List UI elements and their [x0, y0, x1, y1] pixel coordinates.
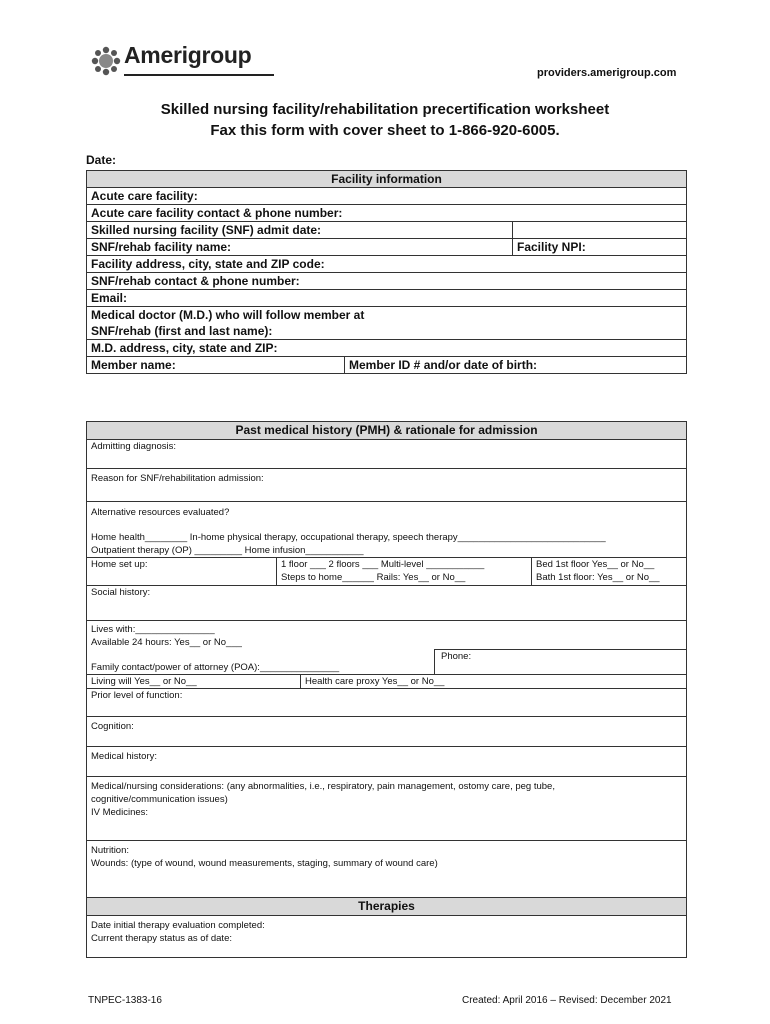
prior-level-field[interactable]: Prior level of function:: [87, 688, 687, 716]
bath-first-floor-line: Bath 1st floor: Yes__ or No__: [536, 572, 660, 583]
bed-first-floor-line: Bed 1st floor Yes__ or No__: [536, 559, 655, 570]
phone-field[interactable]: Phone:: [435, 650, 687, 675]
living-will-field[interactable]: Living will Yes__ or No__: [87, 674, 301, 688]
outpatient-line: Outpatient therapy (OP) _________ Home infusion___________: [91, 545, 364, 556]
initial-evaluation-line: Date initial therapy evaluation completed:: [91, 919, 265, 931]
snf-contact-field[interactable]: SNF/rehab contact & phone number:: [87, 273, 687, 290]
medical-doctor-name-field[interactable]: SNF/rehab (first and last name):: [87, 323, 687, 340]
admitting-diagnosis-field[interactable]: Admitting diagnosis:: [87, 440, 687, 469]
medical-history-table: [86, 421, 687, 958]
cognition-field[interactable]: Cognition:: [87, 716, 687, 746]
iv-medicines-line: IV Medicines:: [91, 806, 149, 818]
medical-history-field[interactable]: Medical history:: [87, 746, 687, 776]
brand-name: Amerigroup: [124, 42, 252, 68]
member-name-field[interactable]: Member name:: [87, 357, 345, 374]
wounds-line: Wounds: (type of wound, wound measurements, staging, summary of wound care): [91, 857, 438, 869]
alternative-resources-label: Alternative resources evaluated?: [91, 507, 230, 518]
bed-bath-cell[interactable]: [532, 558, 687, 586]
alternative-resources-field[interactable]: [87, 502, 687, 558]
snf-facility-name-field[interactable]: SNF/rehab facility name:: [87, 239, 513, 256]
md-address-field[interactable]: M.D. address, city, state and ZIP:: [87, 340, 687, 357]
family-contact-field[interactable]: Family contact/power of attorney (POA):_______________: [87, 650, 435, 675]
medical-considerations-line: Medical/nursing considerations: (any abnormalities, i.e., respiratory, pain management, ostomy care, peg tube,: [91, 780, 555, 792]
nutrition-wounds-cell[interactable]: [87, 840, 687, 897]
floors-steps-cell[interactable]: [277, 558, 532, 586]
fax-instruction: Fax this form with cover sheet to 1-866-920-6005.: [210, 122, 560, 139]
acute-care-facility-field[interactable]: Acute care facility:: [87, 188, 687, 205]
amerigroup-logo: [90, 44, 280, 80]
health-care-proxy-field[interactable]: Health care proxy Yes__ or No__: [301, 674, 687, 688]
snf-admit-date-field[interactable]: Skilled nursing facility (SNF) admit date:: [87, 222, 513, 239]
therapies-heading: Therapies: [87, 897, 687, 915]
logo-underline: [124, 74, 274, 76]
nutrition-line: Nutrition:: [91, 844, 130, 856]
page-title: Skilled nursing facility/rehabilitation precertification worksheet: [160, 101, 610, 118]
therapy-status-cell[interactable]: [87, 915, 687, 957]
acute-care-contact-field[interactable]: Acute care facility contact & phone number:: [87, 205, 687, 222]
medical-considerations-line-2: cognitive/communication issues): [91, 793, 228, 805]
logo-emblem-icon: [90, 46, 122, 76]
email-field[interactable]: Email:: [87, 290, 687, 307]
pmh-heading: Past medical history (PMH) & rationale for admission: [87, 422, 687, 440]
medical-doctor-field[interactable]: Medical doctor (M.D.) who will follow member at: [87, 307, 687, 324]
npi-blank-cell[interactable]: [513, 222, 687, 239]
member-id-field[interactable]: Member ID # and/or date of birth:: [345, 357, 687, 374]
website-url[interactable]: providers.amerigroup.com: [537, 67, 677, 79]
lives-with-cell[interactable]: [87, 621, 687, 650]
floors-line: 1 floor ___ 2 floors ___ Multi-level ___________: [281, 559, 485, 570]
steps-line: Steps to home______ Rails: Yes__ or No__: [281, 572, 466, 583]
home-setup-field[interactable]: Home set up:: [87, 558, 277, 586]
current-therapy-status-line: Current therapy status as of date:: [91, 932, 232, 944]
facility-address-field[interactable]: Facility address, city, state and ZIP code:: [87, 256, 687, 273]
form-code: TNPEC-1383-16: [88, 995, 162, 1006]
facility-information-table: [86, 170, 687, 374]
reason-for-admission-field[interactable]: Reason for SNF/rehabilitation admission:: [87, 469, 687, 502]
facility-information-heading: Facility information: [87, 171, 687, 188]
home-health-line: Home health________ In-home physical therapy, occupational therapy, speech therapy____________________________: [91, 532, 606, 543]
revision-dates: Created: April 2016 – Revised: December 2021: [462, 995, 672, 1006]
medical-considerations-cell[interactable]: [87, 776, 687, 840]
facility-npi-field[interactable]: Facility NPI:: [513, 239, 687, 256]
social-history-field[interactable]: Social history:: [87, 586, 687, 621]
lives-with-line: Lives with:_______________: [91, 624, 215, 635]
date-field[interactable]: Date:: [86, 153, 117, 167]
available-24-hours-line: Available 24 hours: Yes__ or No___: [91, 637, 242, 648]
